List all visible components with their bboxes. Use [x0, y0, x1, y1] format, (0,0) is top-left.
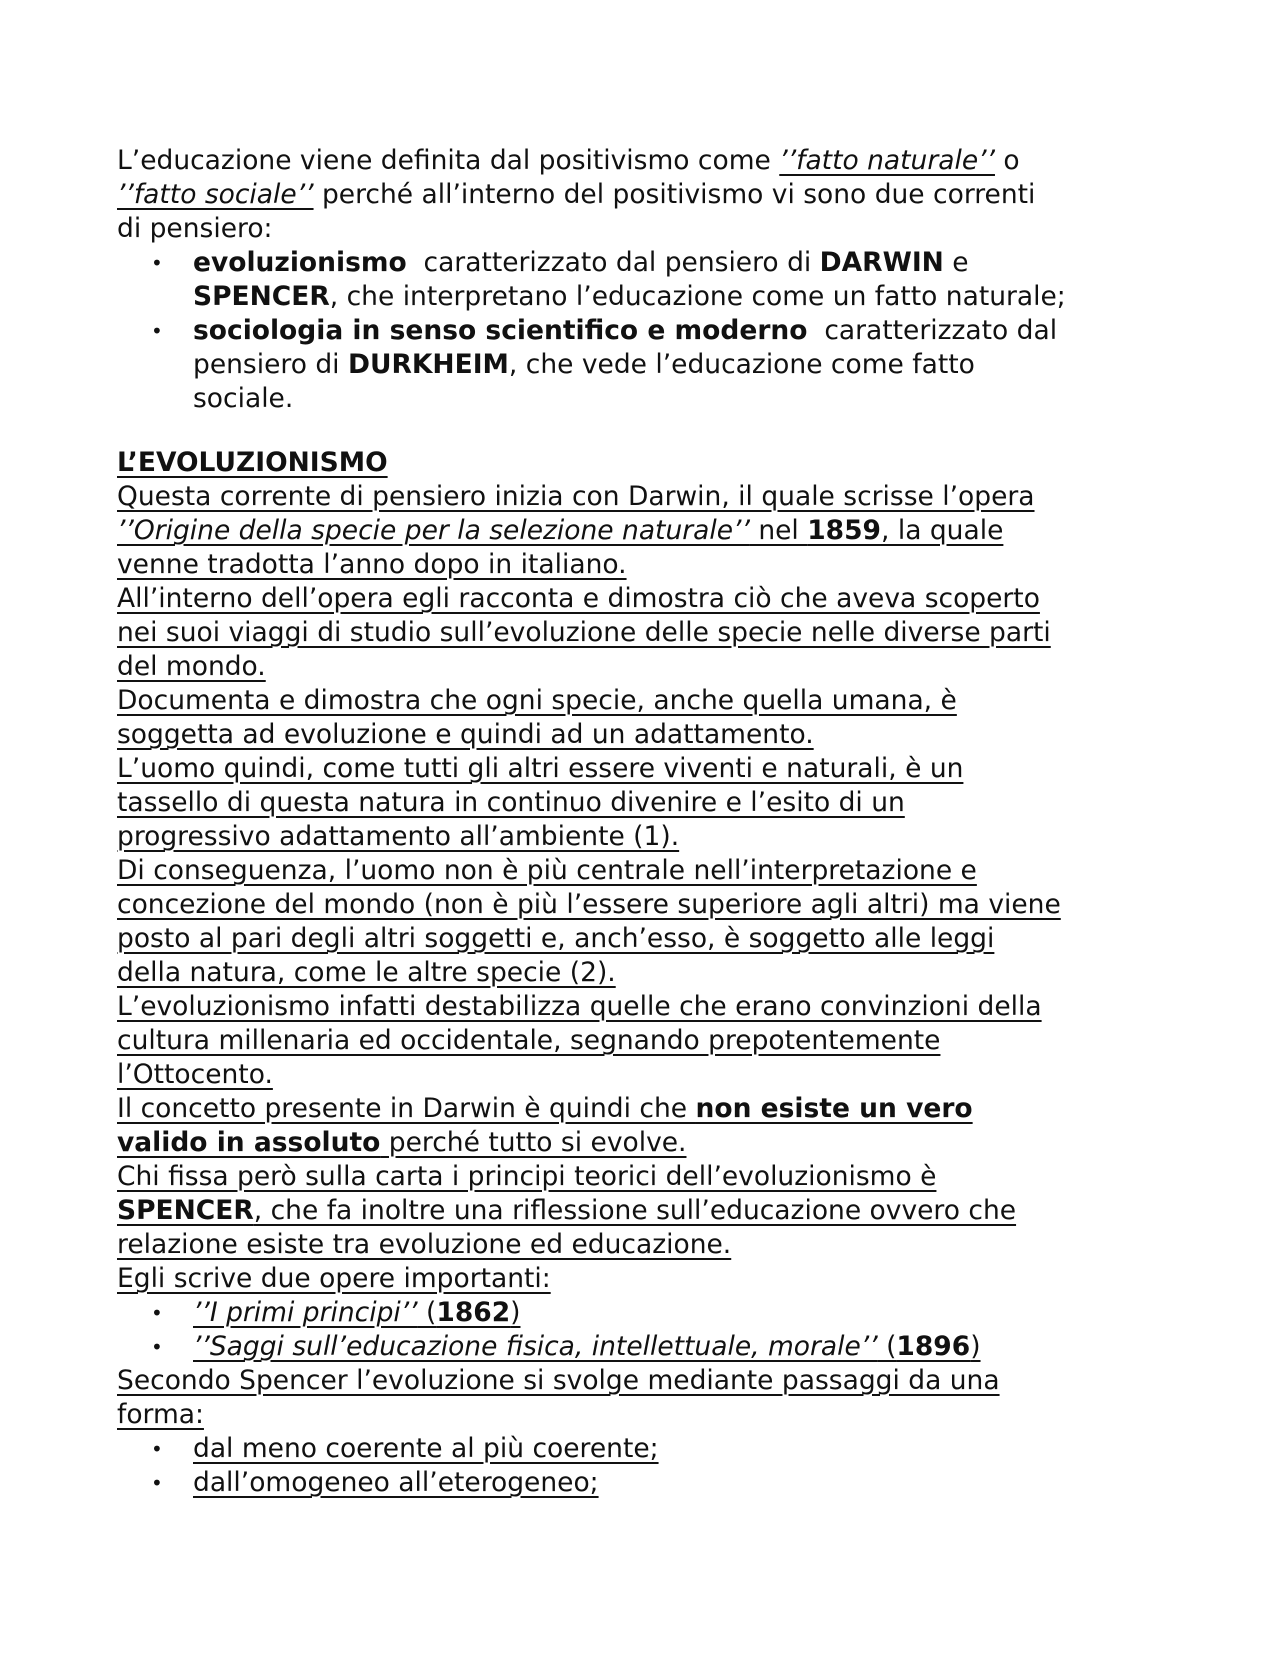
list-item-sociologia-cont: pensiero di DURKHEIM, che vede l’educazione come fatto — [193, 349, 975, 380]
body-line: SPENCER, che fa inoltre una riflessione sull’educazione ovvero che — [117, 1195, 1017, 1226]
list-item-sociologia: • sociologia in senso scientifico e moderno caratterizzato dal — [151, 315, 1058, 346]
body-line: valido in assoluto perché tutto si evolve. — [117, 1127, 687, 1158]
body-line: posto al pari degli altri soggetti e, anch’esso, è soggetto alle leggi — [117, 923, 995, 954]
body-line: Chi fissa però sulla carta i principi teorici dell’evoluzionismo è — [117, 1161, 937, 1192]
term-fatto-naturale: ’’fatto naturale’’ — [779, 145, 995, 176]
body-line: del mondo. — [117, 651, 266, 682]
term-fatto-sociale: ’’fatto sociale’’ — [117, 179, 314, 210]
section-heading: L’EVOLUZIONISMO — [117, 447, 388, 478]
body-line: L’evoluzionismo infatti destabilizza quelle che erano convinzioni della — [117, 991, 1042, 1022]
body-line: All’interno dell’opera egli racconta e dimostra ciò che aveva scoperto — [117, 583, 1040, 614]
darwin-work-title: ’’Origine della specie per la selezione naturale’’ — [117, 515, 750, 546]
body-line: venne tradotta l’anno dopo in italiano. — [117, 549, 627, 580]
body-line: l’Ottocento. — [117, 1059, 273, 1090]
list-item-work-2: • ’’Saggi sull’educazione fisica, intellettuale, morale’’ (1896) — [151, 1331, 981, 1362]
intro-line-3: di pensiero: — [117, 213, 273, 244]
intro-line-2: ’’fatto sociale’’ perché all’interno del positivismo vi sono due correnti — [117, 179, 1036, 210]
body-line: ’’Origine della specie per la selezione naturale’’ nel 1859, la quale — [117, 515, 1004, 546]
body-line: Secondo Spencer l’evoluzione si svolge mediante passaggi da una — [117, 1365, 1000, 1396]
bullet-icon: • — [151, 251, 163, 275]
body-line: Questa corrente di pensiero inizia con Darwin, il quale scrisse l’opera — [117, 481, 1035, 512]
bullet-icon: • — [151, 1335, 163, 1359]
bullet-icon: • — [151, 319, 163, 343]
body-line: della natura, come le altre specie (2). — [117, 957, 616, 988]
list-item-passage-2: • dall’omogeneo all’eterogeneo; — [151, 1467, 599, 1498]
body-line: tassello di questa natura in continuo divenire e l’esito di un — [117, 787, 905, 818]
body-line: Il concetto presente in Darwin è quindi che non esiste un vero — [117, 1093, 973, 1124]
body-line: cultura millenaria ed occidentale, segnando prepotentemente — [117, 1025, 941, 1056]
list-item-work-1: • ’’I primi principi’’ (1862) — [151, 1297, 521, 1328]
list-item-evoluzionismo: • evoluzionismo caratterizzato dal pensiero di DARWIN e — [151, 247, 969, 278]
spacer — [117, 416, 1177, 446]
body-line: concezione del mondo (non è più l’essere superiore agli altri) ma viene — [117, 889, 1061, 920]
body-line: progressivo adattamento all’ambiente (1). — [117, 821, 680, 852]
body-line: Documenta e dimostra che ogni specie, anche quella umana, è — [117, 685, 957, 716]
body-line: Egli scrive due opere importanti: — [117, 1263, 551, 1294]
body-line: nei suoi viaggi di studio sull’evoluzione delle specie nelle diverse parti — [117, 617, 1051, 648]
bullet-icon: • — [151, 1437, 163, 1461]
list-item-evoluzionismo-cont: SPENCER, che interpretano l’educazione come un fatto naturale; — [193, 281, 1066, 312]
body-line: Di conseguenza, l’uomo non è più centrale nell’interpretazione e — [117, 855, 977, 886]
bullet-icon: • — [151, 1471, 163, 1495]
body-line: relazione esiste tra evoluzione ed educazione. — [117, 1229, 732, 1260]
list-item-passage-1: • dal meno coerente al più coerente; — [151, 1433, 659, 1464]
intro-line-1: L’educazione viene definita dal positivismo come ’’fatto naturale’’ o — [117, 145, 1020, 176]
body-line: soggetta ad evoluzione e quindi ad un adattamento. — [117, 719, 814, 750]
body-line: forma: — [117, 1399, 204, 1430]
bullet-icon: • — [151, 1301, 163, 1325]
list-item-sociologia-cont-2: sociale. — [193, 383, 294, 414]
body-line: L’uomo quindi, come tutti gli altri essere viventi e naturali, è un — [117, 753, 964, 784]
document-page — [117, 144, 1177, 1500]
